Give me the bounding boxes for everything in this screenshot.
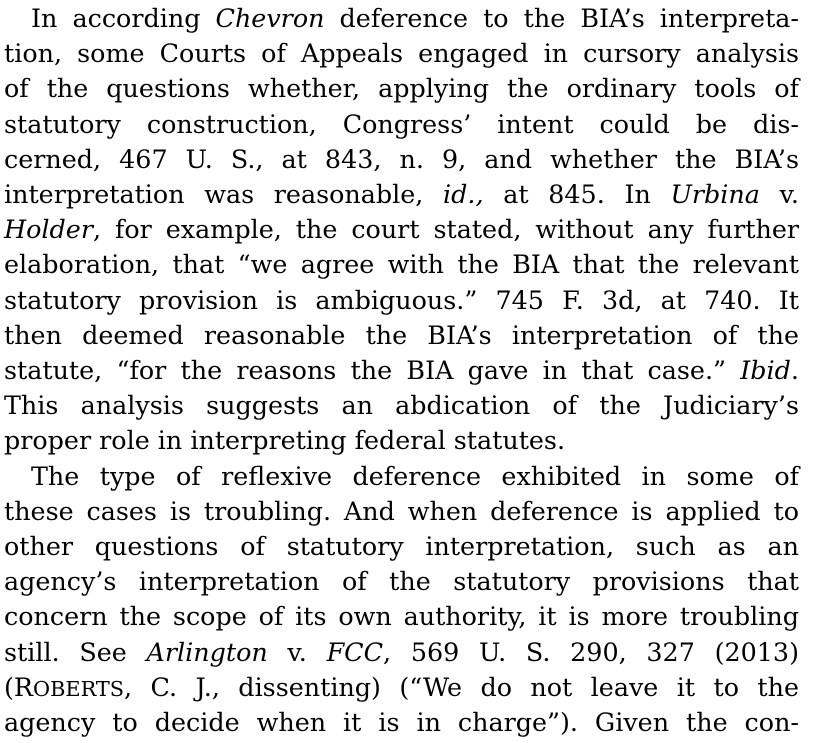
text-run: concern the scope of its own authority, it is more troubling [4,601,799,631]
text-run: other questions of statutory interpretation, such as an [4,531,799,561]
italic-text: Holder [4,214,93,244]
text-line [4,635,799,670]
text-line [4,599,799,634]
text-run: tion, some Courts of Appeals engaged in cursory analysis [4,38,799,68]
text-line [4,388,799,423]
italic-text: Arlington [146,637,268,667]
text-line [4,71,799,106]
text-line [4,529,799,564]
text-run: The type of reflexive deference exhibited in some of [31,461,799,491]
text-run: v. [759,179,799,209]
text-run: This analysis suggests an abdication of the Judiciary’s [4,390,799,420]
text-run: statute, “for the reasons the BIA gave in that case.” [4,355,741,385]
text-run: elaboration, that “we agree with the BIA that the relevant [4,249,799,279]
text-line [4,670,799,705]
text-run: (R [4,672,34,702]
text-line [4,107,799,142]
text-run: still. See [4,637,147,667]
text-line [4,564,799,599]
text-line [4,494,799,529]
text-line [31,1,799,36]
text-line [4,177,799,212]
text-run: , C. J., dissenting) (“We do not leave it to the [124,672,799,702]
text-run: . [790,355,799,385]
text-run: proper role in interpreting federal statutes. [4,425,566,455]
text-run: of the questions whether, applying the ordinary tools of [4,73,799,103]
small-caps-text: OBERTS [33,677,125,701]
text-line [4,423,799,458]
text-run: statutory construction, Congress’ intent could be dis- [4,109,799,139]
italic-text: Chevron [215,3,325,33]
text-line [4,36,799,71]
text-run: interpretation was reasonable, [4,179,444,209]
text-line [4,142,799,177]
text-run: cerned, 467 U. S., at 843, n. 9, and whether the BIA’s [4,144,799,174]
text-run: agency to decide when it is in charge”). Given the con- [4,707,799,737]
text-line [4,247,799,282]
text-line [4,212,799,247]
text-run: at 845. In [483,179,671,209]
text-run: , for example, the court stated, without any further [92,214,799,244]
text-run: statutory provision is ambiguous.” 745 F. 3d, at 740. It [4,285,799,315]
italic-text: Ibid [740,355,791,385]
text-line [31,459,799,494]
text-line [4,353,799,388]
italic-text: id., [443,179,484,209]
text-run: , 569 U. S. 290, 327 (2013) [383,637,799,667]
text-run: agency’s interpretation of the statutory provisions that [4,566,799,596]
text-line [4,318,799,353]
text-line [4,705,799,740]
text-run: In according [31,3,216,33]
text-run: v. [267,637,327,667]
italic-text: Urbina [670,179,760,209]
text-run: these cases is troubling. And when deference is applied to [4,496,799,526]
text-run: deference to the BIA’s interpreta- [324,3,799,33]
italic-text: FCC [326,637,384,667]
text-line [4,283,799,318]
text-run: then deemed reasonable the BIA’s interpretation of the [4,320,799,350]
